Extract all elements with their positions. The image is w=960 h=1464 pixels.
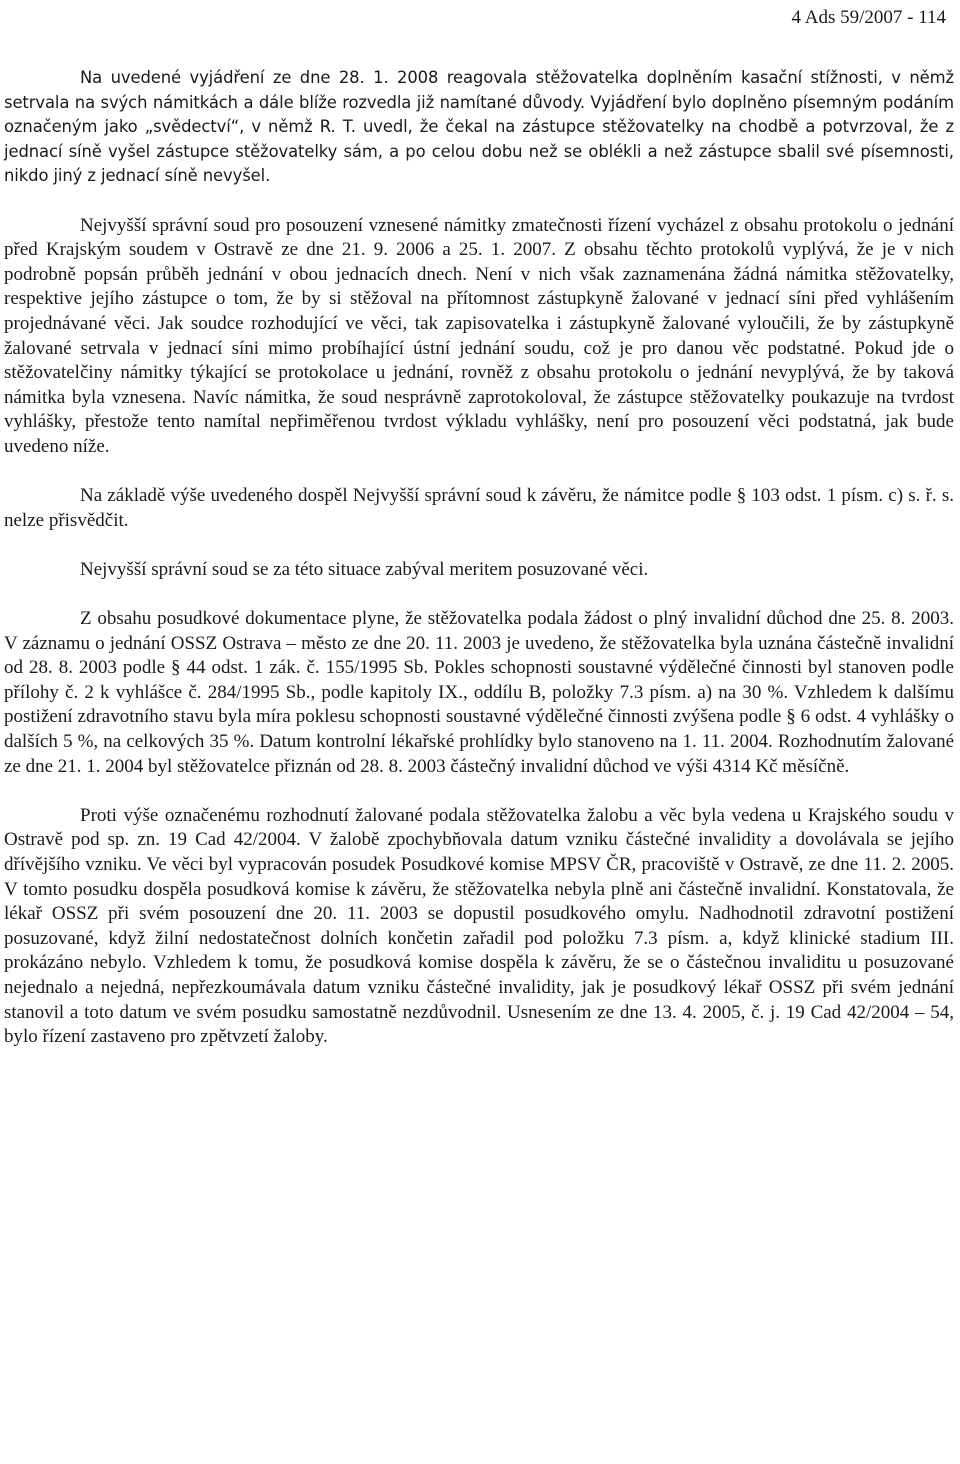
paragraph-merits: Nejvyšší správní soud se za této situace zabýval meritem posuzované věci. <box>80 558 649 580</box>
paragraph-medical-documentation: Z obsahu posudkové dokumentace plyne, že stěžovatelka podala žádost o plný invalidní důchod dne 25. 8. 2003. V záznamu o jednání OSSZ Ostrava – město ze dne 20. 11. 2003 je uvedeno, že stěžovatelka byla uznána částečně invalidní od 28. 8. 2003 podle § 44 odst. 1 zák. č. 155/1995 Sb. Pokles schopnosti soustavné výdělečné činnosti byl stanoven podle přílohy č. 2 k vyhlášce č. 284/1995 Sb., podle kapitoly IX., oddílu B, položky 7.3 písm. a) na 30 %. Vzhledem k dalšímu postižení zdravotního stavu byla míra poklesu schopnosti soustavné výdělečné činnosti zvýšena podle § 6 odst. 4 vyhlášky o dalších 5 %, na celkových 35 %. Datum kontrolní lékařské prohlídky bylo stanoveno na 1. 11. 2004. Rozhodnutím žalované ze dne 21. 1. 2004 byl stěžovatelce přiznán od 28. 8. 2003 částečný invalidní důchod ve výši 4314 Kč měsíčně. <box>4 608 954 777</box>
paragraph-reply-to-statement: Na uvedené vyjádření ze dne 28. 1. 2008 reagovala stěžovatelka doplněním kasační stížnosti, v němž setrvala na svých námitkách a dále blíže rozvedla již namítané důvody. Vyjádření bylo doplněno písemným podáním označeným jako „svědectví“, v němž R. T. uvedl, že čekal na zástupce stěžovatelky na chodbě a potvrzoval, že z jednací síně vyšel zástupce stěžovatelky sám, a po celou dobu než se oblékli a než zástupce sbalil své písemnosti, nikdo jiný z jednací síně nevyšel. <box>4 68 954 186</box>
paragraph-protocol-review: Nejvyšší správní soud pro posouzení vznesené námitky zmatečnosti řízení vycházel z obsahu protokolu o jednání před Krajským soudem v Ostravě ze dne 21. 9. 2006 a 25. 1. 2007. Z obsahu těchto protokolů vyplývá, že je v nich podrobně popsán průběh jednání v obou jednacích dnech. Není v nich však zaznamenána žádná námitka stěžovatelky, respektive jejího zástupce o tom, že by si stěžoval na přítomnost zástupkyně žalované v jednací síni před vyhlášením projednávané věci. Jak soudce rozhodující ve věci, tak zapisovatelka i zástupkyně žalované vyloučili, že by zástupkyně žalované setrvala v jednací síni mimo probíhající ústní jednání soudu, což je pro danou věc podstatné. Pokud jde o stěžovatelčiny námitky týkající se protokolace u jednání, rovněž z obsahu protokolu o jednání nevyplývá, že by taková námitka byla vznesena. Navíc námitka, že soud nesprávně zaprotokoloval, že zástupce stěžovatelky poukazuje na tvrdost vyhlášky, přestože tento namítal nepřiměřenou tvrdost výkladu vyhlášky, není pro posouzení věci podstatná, jak bude uvedeno níže. <box>4 214 954 457</box>
paragraph-conclusion-objection: Na základě výše uvedeného dospěl Nejvyšší správní soud k závěru, že námitce podle § 103 odst. 1 písm. c) s. ř. s. nelze přisvědčit. <box>4 485 954 531</box>
paragraph-lawsuit-history: Proti výše označenému rozhodnutí žalované podala stěžovatelka žalobu a věc byla vedena u Krajského soudu v Ostravě pod sp. zn. 19 Cad 42/2004. V žalobě zpochybňovala datum vzniku částečné invalidity a dovolávala se jejího dřívějšího vzniku. Ve věci byl vypracován posudek Posudkové komise MPSV ČR, pracoviště v Ostravě, ze dne 11. 2. 2005. V tomto posudku dospěla posudková komise k závěru, že stěžovatelka nebyla plně ani částečně invalidní. Konstatovala, že lékař OSSZ při svém posouzení dne 20. 11. 2003 se dopustil posudkového omylu. Nadhodnotil zdravotní postižení posuzované, když žilní nedostatečnost dolních končetin zařadil pod položku 7.3 písm. a, když klinické stadium III. prokázáno nebylo. Vzhledem k tomu, že posudková komise dospěla k závěru, že se o částečnou invaliditu u posuzované nejednalo a nejedná, nepřezkoumávala datum vzniku částečné invalidity, jak je posudkový lékař OSSZ při svém jednání stanovil a toto datum ve svém posudku samostatně nezdůvodnil. Usnesením ze dne 13. 4. 2005, č. j. 19 Cad 42/2004 – 54, bylo řízení zastaveno pro zpětvzetí žaloby. <box>4 804 954 1048</box>
page-header-case-number: 4 Ads 59/2007 - 114 <box>791 7 946 28</box>
document-body <box>4 66 954 1074</box>
